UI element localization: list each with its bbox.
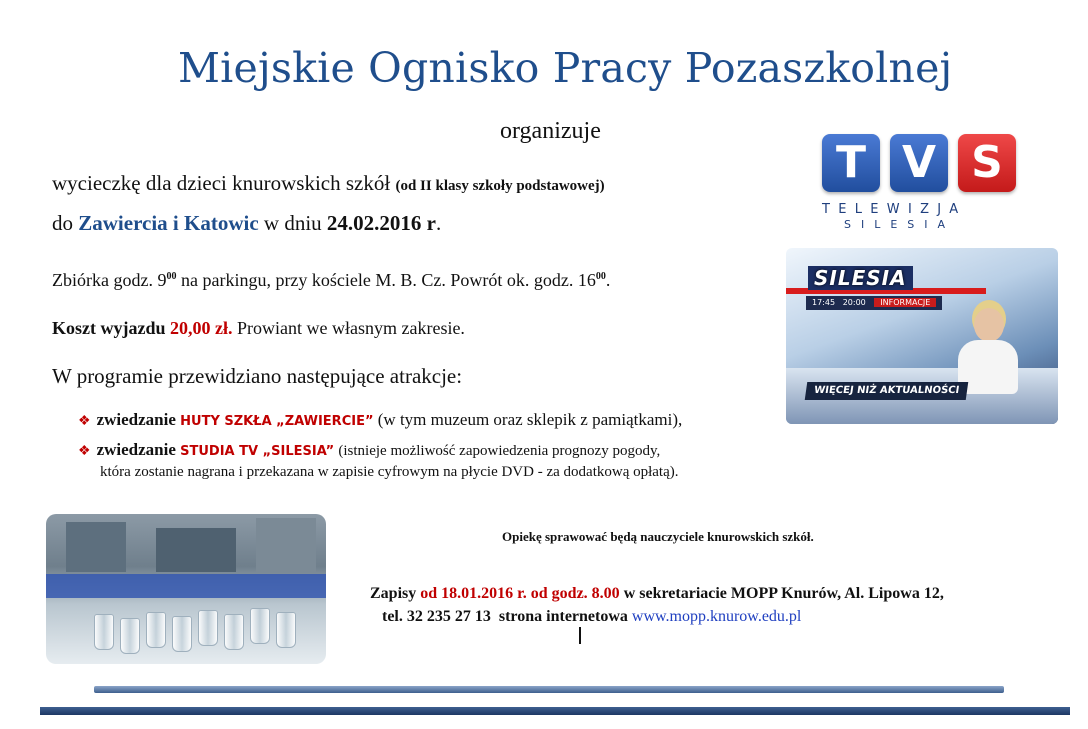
cost-label: Koszt wyjazdu [52,318,166,338]
attraction-name: STUDIA TV „SILESIA” [180,444,335,459]
text-cursor [579,627,581,644]
registration-label: Zapisy [370,585,417,602]
subtitle: organizuje [500,118,601,144]
logo-letter-t: T [822,134,880,192]
attraction-lead: zwiedzanie [96,440,176,459]
ticker-time-1: 17:45 [812,298,836,307]
tv-studio-photo [786,248,1058,424]
ticker-info: INFORMACJE [874,298,936,307]
ticker-time-2: 20:00 [842,298,866,307]
attraction-lead: zwiedzanie [96,410,176,429]
glass-item [172,616,192,652]
presenter-head [974,308,1004,342]
contact-line [382,608,801,626]
website-label: strona internetowa [498,608,628,625]
return-minutes: 00 [595,271,606,282]
glass-item [94,614,114,650]
trip-line-1 [52,171,605,196]
logo-line-2: SILESIA [844,218,956,231]
footer-rule-bottom [40,707,1070,715]
registration-place: w sekretariacie MOPP Knurów, Al. Lipowa 12, [623,585,944,602]
attraction-item [78,440,660,460]
cost-value: 20,00 zł. [170,318,233,338]
care-note: Opiekę sprawować będą nauczyciele knurowskich szkół. [502,529,814,544]
meeting-info [52,270,610,291]
glass-item [224,614,244,650]
logo-letter-s: S [958,134,1016,192]
logo-line-1: TELEWIZJA [822,202,967,217]
destination-prefix: do [52,211,73,235]
date-end: . [436,211,442,235]
footer-rule-top [94,686,1004,693]
trip-audience-note: (od II klasy szkoły podstawowej) [395,178,605,194]
attraction-continuation: która zostanie nagrana i przekazana w zapisie cyfrowym na płycie DVD - za dodatkową opłatą). [100,464,679,480]
attraction-detail: (istnieje możliwość zapowiedzenia prognozy pogody, [338,443,661,459]
factory-machine [156,528,236,572]
attraction-item [78,410,682,430]
meeting-end: . [605,270,611,290]
page-title: Miejskie Ognisko Pracy Pozaszkolnej [178,44,953,92]
bullet-diamond-icon: ❖ [78,414,91,429]
attraction-name: HUTY SZKŁA „ZAWIERCIE” [180,414,374,429]
glass-item [120,618,140,654]
glass-item [250,608,270,644]
studio-ticker [806,296,942,310]
meeting-start: Zbiórka godz. 9 [52,270,167,290]
factory-machine [256,518,316,572]
bullet-diamond-icon: ❖ [78,444,91,459]
tvs-logo [822,134,1018,232]
trip-audience: wycieczkę dla dzieci knurowskich szkół [52,171,391,195]
phone: tel. 32 235 27 13 [382,608,491,625]
registration-start: od 18.01.2016 r. od godz. 8.00 [420,585,620,602]
cost-info [52,318,465,339]
glass-factory-photo [46,514,326,664]
glass-item [146,612,166,648]
attraction-detail: (w tym muzeum oraz sklepik z pamiątkami), [377,410,683,429]
meeting-minutes: 00 [166,271,177,282]
date-prefix: w dniu [263,211,322,235]
trip-line-2 [52,211,441,236]
registration-line [370,585,944,603]
destination: Zawiercia i Katowic [78,211,259,235]
factory-conveyor [46,574,326,598]
glass-item [198,610,218,646]
program-heading: W programie przewidziano następujące atrakcje: [52,364,463,388]
studio-banner: WIĘCEJ NIŻ AKTUALNOŚCI [805,382,969,400]
meeting-place: na parkingu, przy kościele M. B. Cz. Powrót ok. godz. 16 [176,270,596,290]
cost-rest: Prowiant we własnym zakresie. [237,318,465,338]
studio-channel-logo: SILESIA [808,266,913,290]
website-link[interactable]: www.mopp.knurow.edu.pl [631,608,802,625]
factory-machine [66,522,126,572]
logo-letter-v: V [890,134,948,192]
trip-date: 24.02.2016 r [326,211,436,235]
glass-item [276,612,296,648]
